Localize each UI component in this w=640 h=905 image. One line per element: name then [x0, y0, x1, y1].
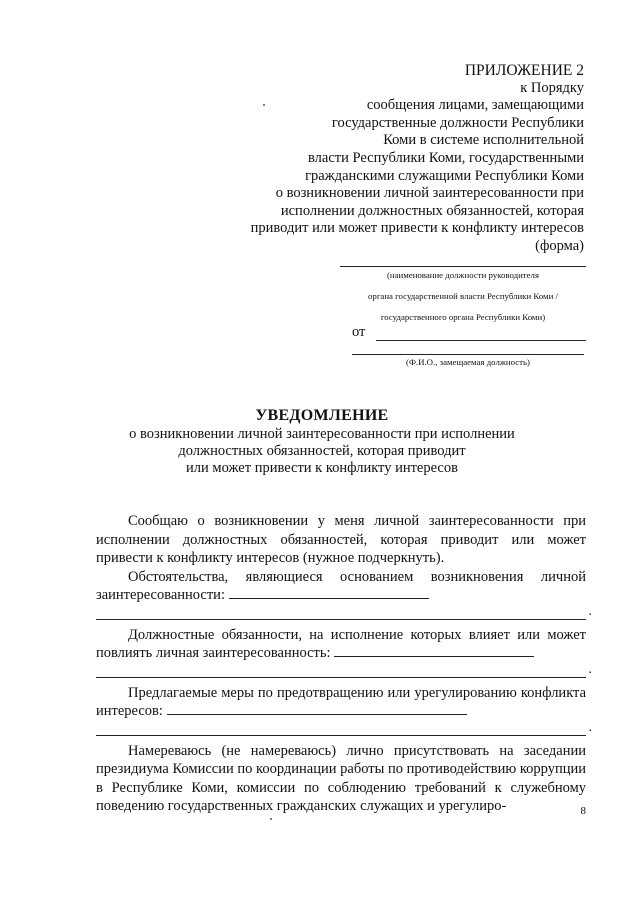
appendix-line: государственные должности Республики	[331, 114, 584, 131]
notice-title-block	[60, 406, 584, 477]
circumstances-fill-line[interactable]	[229, 586, 429, 599]
measures-text: Предлагаемые меры по предотвращению или урегулированию конфликта интересов:	[96, 684, 586, 719]
sender-block	[352, 354, 584, 368]
appendix-line: гражданскими служащими Республики Коми	[305, 167, 584, 184]
duties-fill-line[interactable]	[334, 644, 534, 657]
notice-body	[96, 512, 592, 816]
paragraph-intention: Намереваюсь (не намереваюсь) лично присутствовать на заседании президиума Комиссии по координации работы по противодействию коррупции в Республике Коми, комиссии по соблюдению требований к служебному поведению государственных гражданских служащих и урегулиро-	[96, 742, 586, 814]
appendix-block	[164, 62, 584, 256]
appendix-form-label: (форма)	[535, 237, 584, 254]
appendix-line: сообщения лицами, замещающими	[366, 97, 584, 114]
notice-subtitle-line: или может привести к конфликту интересов	[186, 460, 458, 476]
appendix-line: приводит или может привести к конфликту интересов	[250, 220, 584, 237]
from-line-1	[376, 340, 586, 341]
addressee-caption-2: органа государственной власти Республики Коми /	[368, 291, 558, 301]
appendix-heading: ПРИЛОЖЕНИЕ 2	[464, 62, 584, 79]
addressee-block	[340, 266, 586, 323]
circumstances-line[interactable]: .	[96, 605, 586, 620]
paragraph-intro: Сообщаю о возникновении у меня личной заинтересованности при исполнении должностных обязанностей, которая приводит или может привести к конфликту интересов (нужное подчеркнуть).	[96, 513, 586, 566]
page-number: 8	[580, 805, 586, 817]
notice-subtitle-line: о возникновении личной заинтересованности при исполнении	[129, 426, 515, 442]
notice-subtitle-line: должностных обязанностей, которая приводит	[178, 443, 466, 459]
duties-text: Должностные обязанности, на исполнение которых влияет или может повлиять личная заинтересованность:	[96, 626, 586, 661]
sender-caption: (Ф.И.О., замещаемая должность)	[406, 357, 530, 367]
duties-line[interactable]: .	[96, 663, 586, 678]
measures-line[interactable]: .	[96, 721, 586, 736]
appendix-line: исполнении должностных обязанностей, которая	[280, 202, 584, 219]
from-label: от	[352, 324, 366, 340]
paragraph-duties	[96, 626, 586, 663]
appendix-line: Коми в системе исполнительной	[383, 132, 584, 149]
appendix-line: о возникновении личной заинтересованности при	[275, 185, 584, 202]
appendix-line: к Порядку	[520, 79, 584, 96]
measures-fill-line[interactable]	[167, 702, 467, 715]
sender-line	[352, 354, 584, 355]
addressee-caption-3: государственного органа Республики Коми)	[380, 312, 546, 322]
appendix-line: власти Республики Коми, государственными	[308, 149, 584, 166]
notice-title: УВЕДОМЛЕНИЕ	[255, 407, 389, 424]
paragraph-measures	[96, 684, 586, 721]
circumstances-text: Обстоятельства, являющиеся основанием возникновения личной заинтересованности:	[96, 568, 586, 603]
addressee-line	[340, 266, 586, 267]
scan-speck	[270, 818, 272, 820]
addressee-caption-1: (наименование должности руководителя	[386, 270, 539, 280]
paragraph-circumstances	[96, 568, 586, 605]
scan-speck	[263, 104, 265, 106]
